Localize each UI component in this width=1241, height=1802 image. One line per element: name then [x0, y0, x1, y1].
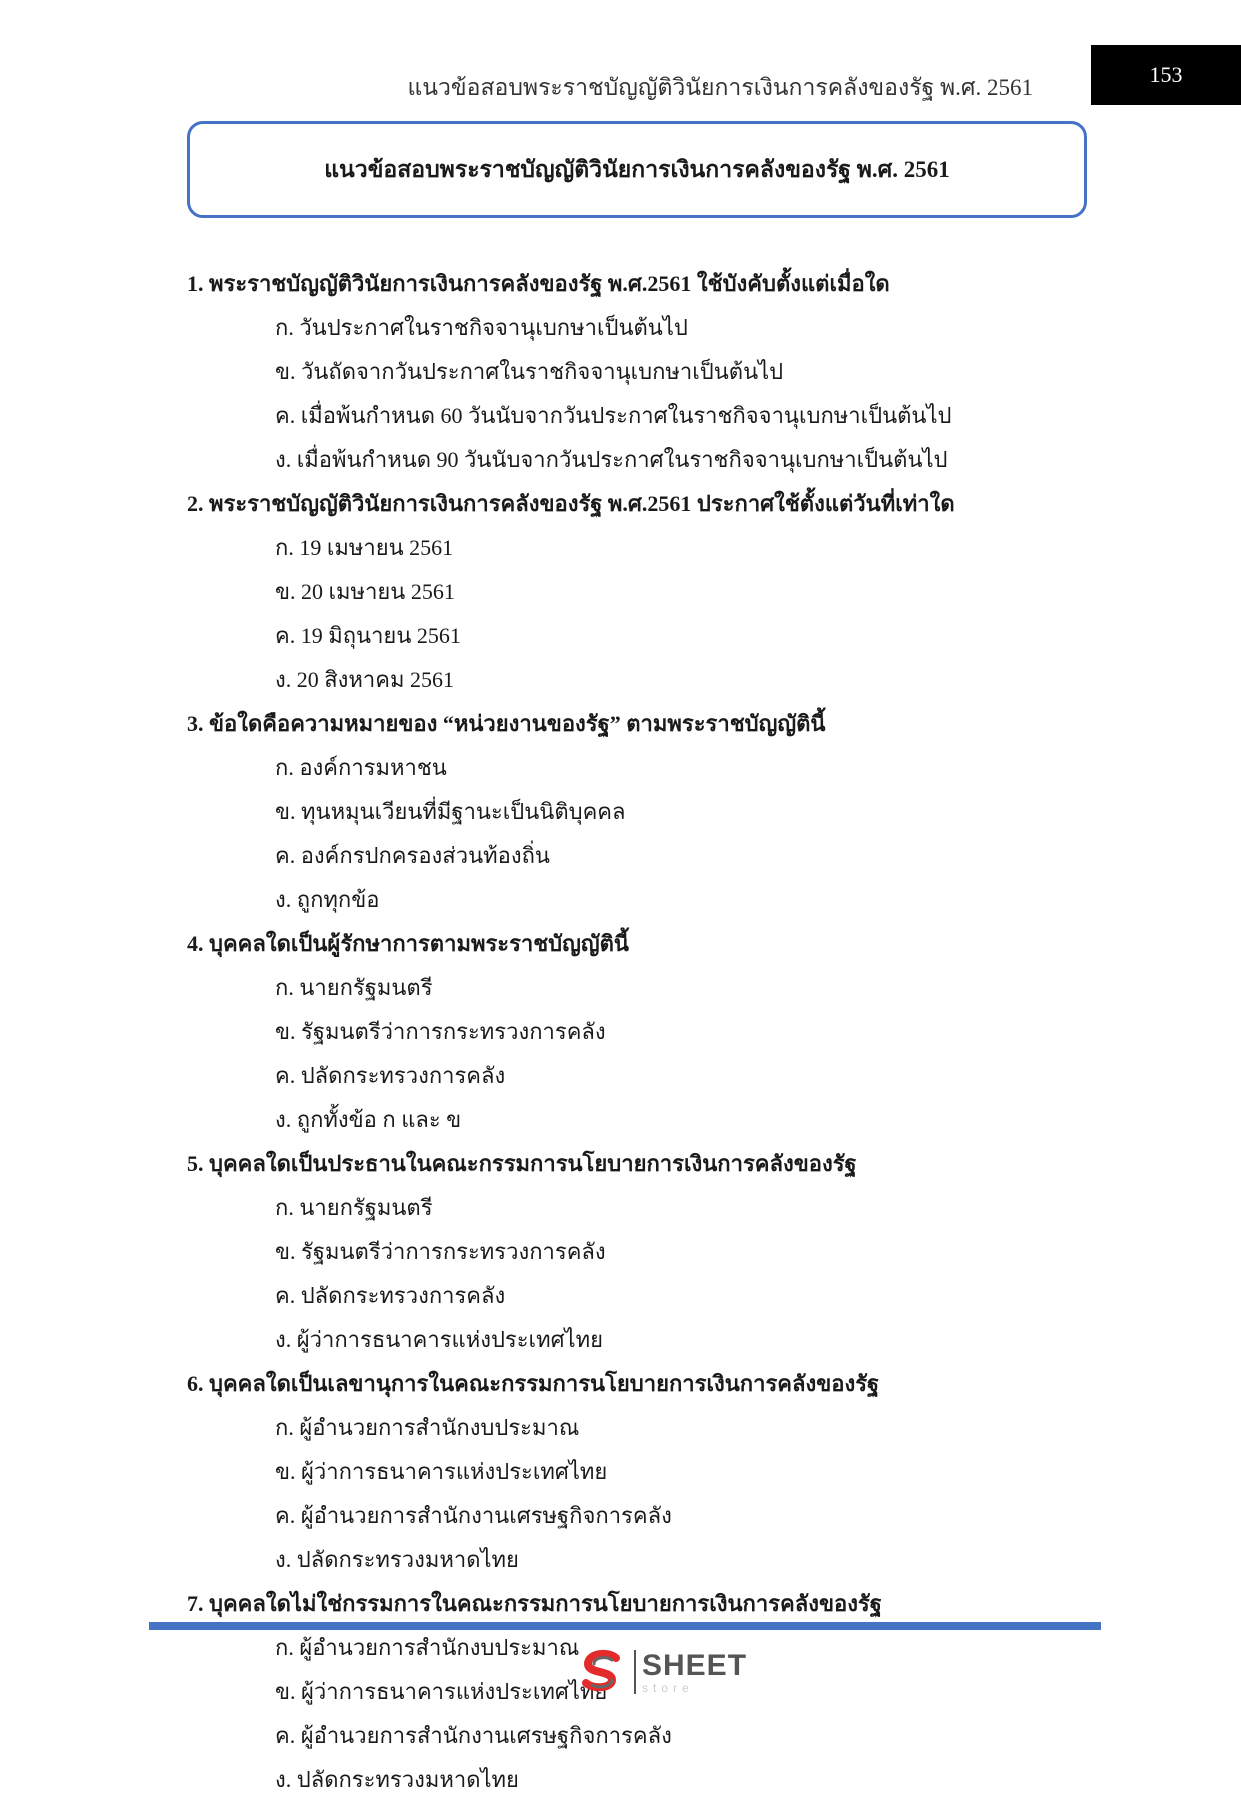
option: ง. เมื่อพ้นกำหนด 90 วันนับจากวันประกาศในราชกิจจานุเบกษาเป็นต้นไป: [275, 447, 948, 472]
logo-subtext: store: [642, 1680, 694, 1695]
question-list: [187, 262, 1087, 1802]
running-header: แนวข้อสอบพระราชบัญญัติวินัยการเงินการคลังของรัฐ พ.ศ. 2561: [407, 75, 1033, 100]
option: ง. ถูกทุกข้อ: [275, 887, 380, 912]
option: ค. ปลัดกระทรวงการคลัง: [275, 1063, 506, 1088]
question-3: [187, 702, 1087, 922]
footer-rule: [149, 1622, 1101, 1630]
option: ข. ผู้ว่าการธนาคารแห่งประเทศไทย: [275, 1459, 608, 1484]
question-text: 2. พระราชบัญญัติวินัยการเงินการคลังของรัฐ พ.ศ.2561 ประกาศใช้ตั้งแต่วันที่เท่าใด: [187, 491, 955, 516]
option: ค. ปลัดกระทรวงการคลัง: [275, 1283, 506, 1308]
option: ง. 20 สิงหาคม 2561: [275, 667, 454, 692]
option: ข. ผู้ว่าการธนาคารแห่งประเทศไทย: [275, 1679, 608, 1704]
option: ค. ผู้อำนวยการสำนักงานเศรษฐกิจการคลัง: [275, 1723, 672, 1748]
question-text: 1. พระราชบัญญัติวินัยการเงินการคลังของรัฐ พ.ศ.2561 ใช้บังคับตั้งแต่เมื่อใด: [187, 271, 890, 296]
option: ง. ปลัดกระทรวงมหาดไทย: [275, 1547, 519, 1572]
option: ข. 20 เมษายน 2561: [275, 579, 455, 604]
title-box: [187, 121, 1087, 218]
option: ค. ผู้อำนวยการสำนักงานเศรษฐกิจการคลัง: [275, 1503, 672, 1528]
option: ง. ถูกทั้งข้อ ก และ ข: [275, 1107, 462, 1132]
option: ค. องค์กรปกครองส่วนท้องถิ่น: [275, 843, 550, 868]
question-2: [187, 482, 1087, 702]
page-title: แนวข้อสอบพระราชบัญญัติวินัยการเงินการคลังของรัฐ พ.ศ. 2561: [324, 156, 950, 182]
question-text: 5. บุคคลใดเป็นประธานในคณะกรรมการนโยบายการเงินการคลังของรัฐ: [187, 1151, 857, 1176]
option: ค. เมื่อพ้นกำหนด 60 วันนับจากวันประกาศในราชกิจจานุเบกษาเป็นต้นไป: [275, 403, 952, 428]
option: ค. 19 มิถุนายน 2561: [275, 623, 461, 648]
option: ข. ทุนหมุนเวียนที่มีฐานะเป็นนิติบุคคล: [275, 799, 626, 824]
question-1: [187, 262, 1087, 482]
logo-text: SHEET: [642, 1648, 748, 1682]
option: ง. ผู้ว่าการธนาคารแห่งประเทศไทย: [275, 1327, 604, 1352]
sheet-store-logo: [578, 1648, 747, 1696]
question-text: 6. บุคคลใดเป็นเลขานุการในคณะกรรมการนโยบายการเงินการคลังของรัฐ: [187, 1371, 880, 1396]
option: ก. ผู้อำนวยการสำนักงบประมาณ: [275, 1635, 580, 1660]
option: ก. องค์การมหาชน: [275, 755, 447, 780]
option: ข. รัฐมนตรีว่าการกระทรวงการคลัง: [275, 1239, 606, 1264]
question-text: 4. บุคคลใดเป็นผู้รักษาการตามพระราชบัญญัตินี้: [187, 931, 629, 956]
question-text: 3. ข้อใดคือความหมายของ “หน่วยงานของรัฐ” ตามพระราชบัญญัตินี้: [187, 711, 826, 736]
page-number: 153: [1091, 45, 1241, 105]
question-text: 7. บุคคลใดไม่ใช่กรรมการในคณะกรรมการนโยบายการเงินการคลังของรัฐ: [187, 1591, 882, 1616]
option: ก. นายกรัฐมนตรี: [275, 975, 433, 1000]
question-6: [187, 1362, 1087, 1582]
option: ก. นายกรัฐมนตรี: [275, 1195, 433, 1220]
logo-divider: [634, 1650, 636, 1694]
option: ข. วันถัดจากวันประกาศในราชกิจจานุเบกษาเป็นต้นไป: [275, 359, 784, 384]
option: ก. ผู้อำนวยการสำนักงบประมาณ: [275, 1415, 580, 1440]
option: ก. วันประกาศในราชกิจจานุเบกษาเป็นต้นไป: [275, 315, 688, 340]
option: ข. รัฐมนตรีว่าการกระทรวงการคลัง: [275, 1019, 606, 1044]
question-4: [187, 922, 1087, 1142]
option: ง. ปลัดกระทรวงมหาดไทย: [275, 1767, 519, 1792]
sheet-store-logo-icon: [578, 1648, 626, 1696]
option: ก. 19 เมษายน 2561: [275, 535, 454, 560]
question-5: [187, 1142, 1087, 1362]
